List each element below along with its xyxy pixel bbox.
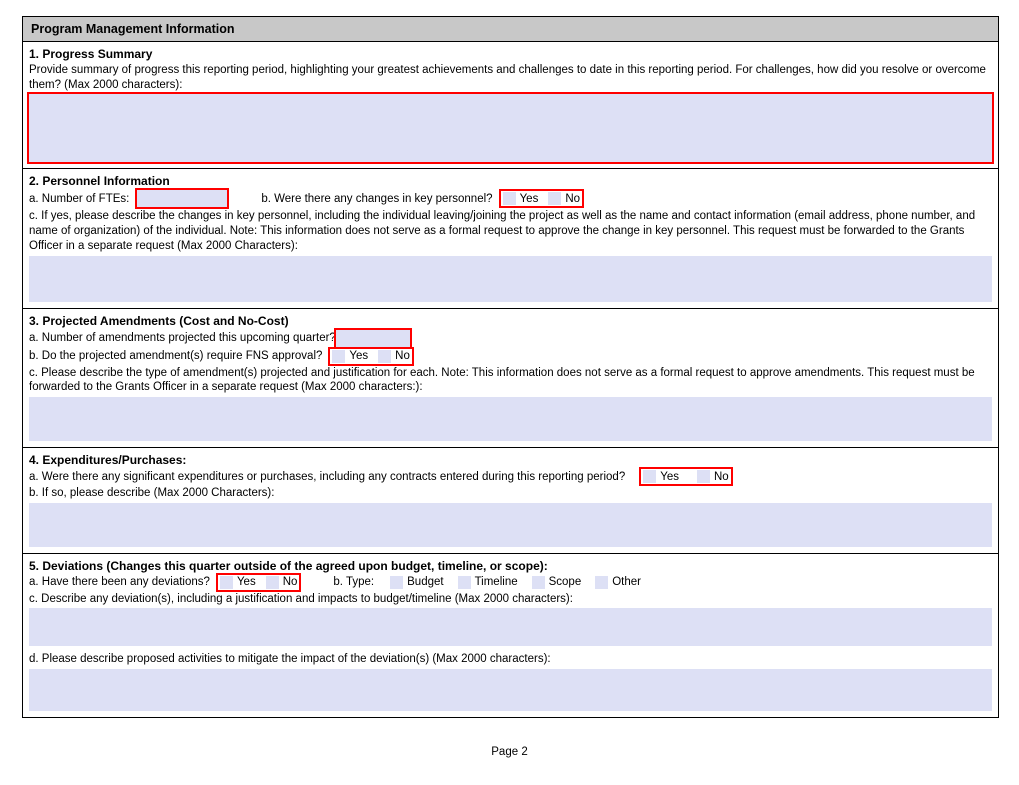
scope-checkbox[interactable] <box>532 576 545 589</box>
section-3-title: 3. Projected Amendments (Cost and No-Cost) <box>29 313 289 328</box>
deviations-yes-checkbox[interactable] <box>220 576 233 589</box>
key-personnel-describe-textarea[interactable] <box>29 256 992 302</box>
timeline-label: Timeline <box>474 576 518 589</box>
expenditures-yes-checkbox[interactable] <box>643 470 656 483</box>
deviations-describe-textarea[interactable] <box>29 608 992 646</box>
other-checkbox[interactable] <box>595 576 608 589</box>
personnel-row-ab <box>29 190 992 207</box>
deviations-label: a. Have there been any deviations? <box>29 576 210 589</box>
key-personnel-change-label: b. Were there any changes in key personnel? <box>261 192 493 205</box>
form-header-title: Program Management Information <box>23 17 998 42</box>
section-progress-summary <box>23 42 998 169</box>
expenditures-yes-label: Yes <box>660 470 679 483</box>
amendments-count-row <box>29 330 992 347</box>
amendments-describe-textarea[interactable] <box>29 397 992 441</box>
key-personnel-yes-checkbox[interactable] <box>503 192 516 205</box>
expenditures-no-checkbox[interactable] <box>697 470 710 483</box>
deviations-yes-label: Yes <box>236 576 256 589</box>
section-personnel-information <box>23 169 998 308</box>
key-personnel-no-checkbox[interactable] <box>548 192 561 205</box>
section-3c-prompt: c. Please describe the type of amendment(s) projected and justification for each. Note: This information does not serve as a formal request to approve amendments. This request must be forwarded to the Grants Officer in a separate request (Max 2000 characters:): <box>29 366 975 394</box>
program-management-form <box>22 16 999 718</box>
budget-checkbox[interactable] <box>390 576 403 589</box>
section-deviations <box>23 554 998 717</box>
fns-approval-row <box>29 349 992 364</box>
deviation-type-scope[interactable] <box>532 576 582 589</box>
page-footer: Page 2 <box>491 746 528 759</box>
section-5d-prompt: d. Please describe proposed activities to mitigate the impact of the deviation(s) (Max 2000 characters): <box>29 653 551 666</box>
section-5c-prompt: c. Describe any deviation(s), including a justification and impacts to budget/timeline (Max 2000 characters): <box>29 592 573 605</box>
expenditures-row <box>29 469 992 484</box>
fns-approval-yes-label: Yes <box>349 350 369 363</box>
deviations-no-label: No <box>282 576 298 589</box>
amendments-count-label: a. Number of amendments projected this upcoming quarter? <box>29 332 336 345</box>
fns-approval-label: b. Do the projected amendment(s) require FNS approval? <box>29 350 323 363</box>
expenditures-no-label: No <box>713 470 729 483</box>
section-1-title: 1. Progress Summary <box>29 47 153 61</box>
deviation-type-label: b. Type: <box>333 576 375 589</box>
section-expenditures-purchases <box>23 448 998 554</box>
key-personnel-no-label: No <box>565 192 581 205</box>
amendments-count-input[interactable] <box>336 330 410 347</box>
fns-approval-no-checkbox[interactable] <box>378 350 391 363</box>
timeline-checkbox[interactable] <box>458 576 471 589</box>
key-personnel-yesno-group[interactable] <box>501 191 582 206</box>
section-projected-amendments <box>23 309 998 448</box>
expenditures-yesno-group[interactable] <box>641 469 730 484</box>
fns-approval-yesno-group[interactable] <box>330 349 411 364</box>
deviations-row <box>29 575 992 590</box>
deviation-type-budget[interactable] <box>390 576 443 589</box>
deviation-type-timeline[interactable] <box>458 576 518 589</box>
other-label: Other <box>612 576 641 589</box>
section-1-prompt: Provide summary of progress this reporting period, highlighting your greatest achievements and challenges to date in this reporting period. For challenges, how did you resolve or overcome them? (Max 2000 characters): <box>29 64 986 91</box>
section-2c-prompt: c. If yes, please describe the changes in key personnel, including the individual leaving/joining the project as well as the name and contact information (email address, phone number, and name of organization) of the individual. Note: This information does not serve as a formal request to approve the change in key personnel. This request must be forwarded to the Grants Officer in a separate request (Max 2000 Characters): <box>29 210 976 252</box>
section-5-title: 5. Deviations (Changes this quarter outside of the agreed upon budget, timeline, or scope): <box>29 558 548 573</box>
deviations-mitigation-textarea[interactable] <box>29 669 992 711</box>
section-4-title: 4. Expenditures/Purchases: <box>29 453 187 468</box>
key-personnel-yes-label: Yes <box>519 192 539 205</box>
budget-label: Budget <box>407 576 444 589</box>
section-2-title: 2. Personnel Information <box>29 174 170 189</box>
ftes-label: a. Number of FTEs: <box>29 192 130 205</box>
progress-summary-textarea[interactable] <box>29 94 992 162</box>
section-4b-prompt: b. If so, please describe (Max 2000 Characters): <box>29 487 275 500</box>
expenditures-describe-textarea[interactable] <box>29 503 992 547</box>
fns-approval-yes-checkbox[interactable] <box>332 350 345 363</box>
ftes-input[interactable] <box>137 190 227 207</box>
deviation-type-other[interactable] <box>595 576 641 589</box>
fns-approval-no-label: No <box>395 350 410 363</box>
expenditures-label: a. Were there any significant expenditures or purchases, including any contracts entered during this reporting period? <box>29 470 626 483</box>
deviations-no-checkbox[interactable] <box>266 576 279 589</box>
deviations-yesno-group[interactable] <box>218 575 299 590</box>
scope-label: Scope <box>548 576 582 589</box>
